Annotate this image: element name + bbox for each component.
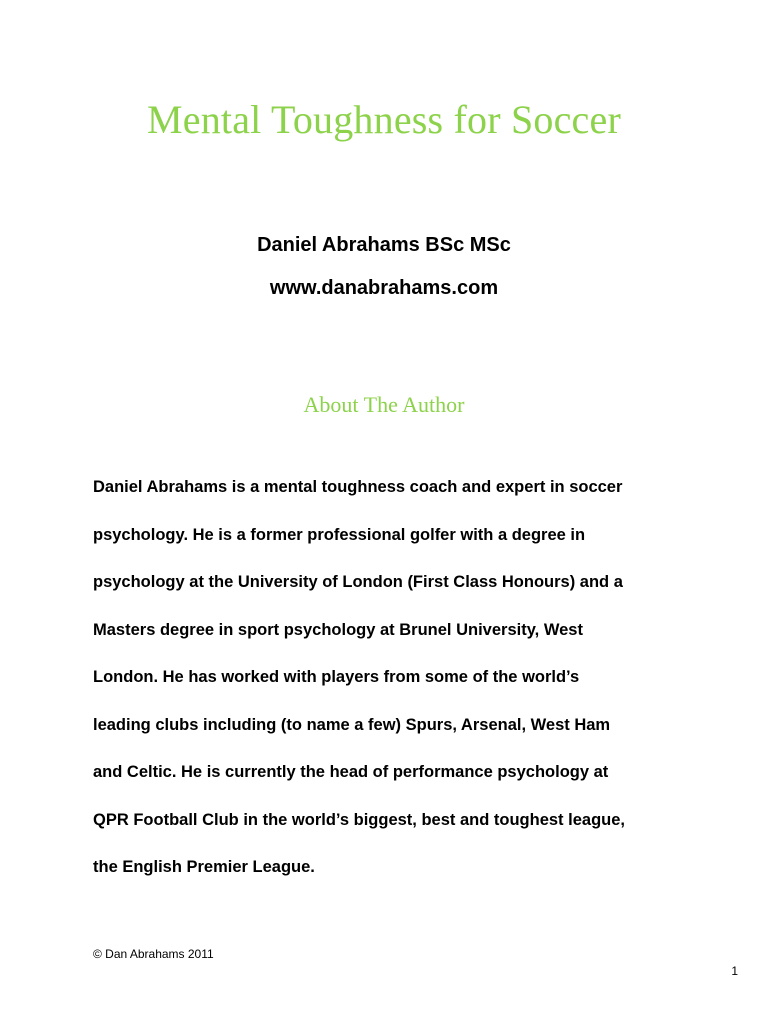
footer-copyright: © Dan Abrahams 2011 — [93, 947, 214, 961]
bio-line: psychology. He is a former professional golfer with a degree in — [93, 525, 586, 544]
author-bio — [93, 473, 693, 901]
bio-line: London. He has worked with players from some of the world’s — [93, 668, 580, 686]
bio-line: leading clubs including (to name a few) Spurs, Arsenal, West Ham — [93, 715, 611, 734]
document-title: Mental Toughness for Soccer — [147, 97, 621, 142]
bio-line: Masters degree in sport psychology at Brunel University, West — [93, 620, 583, 639]
section-heading: About The Author — [303, 392, 465, 417]
bio-line: Daniel Abrahams is a mental toughness coach and expert in soccer — [93, 478, 623, 496]
bio-line: the English Premier League. — [93, 858, 315, 876]
bio-line: and Celtic. He is currently the head of performance psychology at — [93, 763, 609, 781]
author-name: Daniel Abrahams BSc MSc — [257, 234, 511, 256]
bio-line: psychology at the University of London (First Class Honours) and a — [93, 573, 623, 591]
author-website: www.danabrahams.com — [269, 277, 499, 299]
bio-line: QPR Football Club in the world’s biggest, best and toughest league, — [93, 810, 625, 829]
page-number: 1 — [731, 964, 738, 978]
